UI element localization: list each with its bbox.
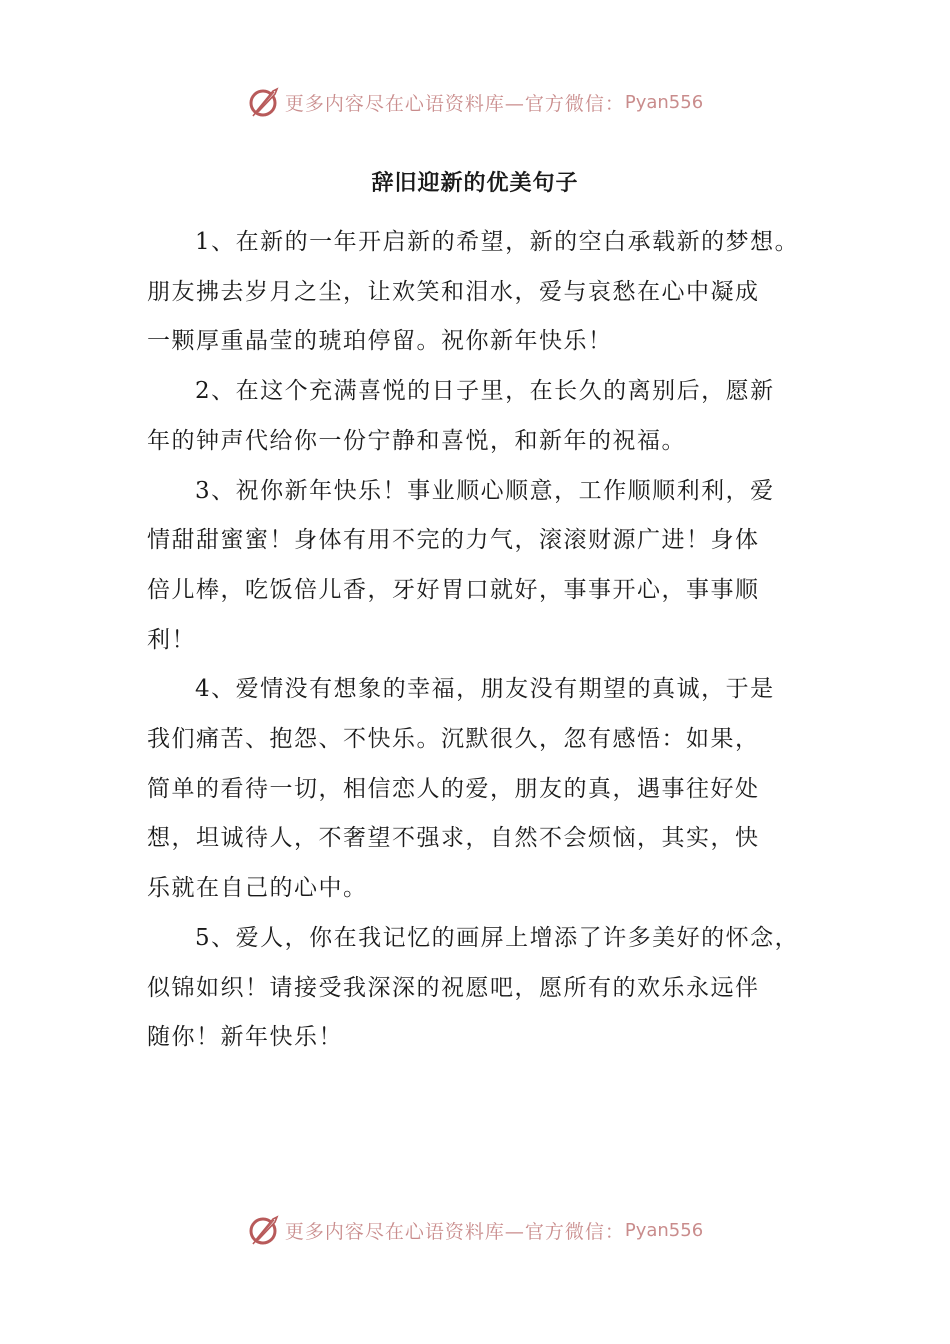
paragraph-line: 年的钟声代给你一份宁静和喜悦，和新年的祝福。: [147, 427, 686, 454]
footer-banner: [0, 1210, 950, 1250]
paragraph-line: 简单的看待一切，相信恋人的爱，朋友的真，遇事往好处: [147, 775, 760, 802]
paragraph-line: 5、爱人，你在我记忆的画屏上增添了许多美好的怀念，: [195, 924, 800, 951]
paragraph-line: 1、在新的一年开启新的希望，新的空白承载新的梦想。: [195, 229, 800, 255]
banner-wechat-id: Pyan556: [624, 91, 704, 113]
paragraph-3: [147, 467, 811, 666]
document-body: [147, 218, 811, 1063]
banner-wechat-id: Pyan556: [624, 1219, 704, 1241]
paragraph-line: 想，坦诚待人，不奢望不强求，自然不会烦恼，其实，快: [147, 825, 760, 852]
paragraph-line: 4、爱情没有想象的幸福，朋友没有期望的真诚，于是: [195, 676, 775, 703]
paragraph-1: [147, 218, 811, 367]
paragraph-line: 情甜甜蜜蜜！身体有用不完的力气，滚滚财源广进！身体: [147, 527, 760, 554]
quill-pen-logo-icon: [247, 1213, 281, 1247]
paragraph-line: 一颗厚重晶莹的琥珀停留。祝你新年快乐！: [147, 328, 613, 355]
paragraph-line: 朋友拂去岁月之尘，让欢笑和泪水，爱与哀愁在心中凝成: [147, 278, 760, 305]
document-title: 辞旧迎新的优美句子: [371, 170, 579, 196]
paragraph-line: 3、祝你新年快乐！事业顺心顺意，工作顺顺利利，爱: [195, 477, 775, 504]
paragraph-2: [147, 367, 811, 466]
banner-text: 更多内容尽在心语资料库—官方微信：: [284, 1220, 625, 1243]
paragraph-line: 倍儿棒，吃饭倍儿香，牙好胃口就好，事事开心，事事顺: [147, 576, 760, 603]
paragraph-line: 随你！新年快乐！: [147, 1024, 343, 1051]
header-banner: [0, 82, 950, 122]
paragraph-line: 似锦如织！请接受我深深的祝愿吧，愿所有的欢乐永远伴: [147, 974, 760, 1001]
banner-text: 更多内容尽在心语资料库—官方微信：: [284, 92, 625, 115]
paragraph-line: 利！: [147, 626, 196, 653]
paragraph-5: [147, 914, 811, 1063]
paragraph-4: [147, 665, 811, 914]
paragraph-line: 2、在这个充满喜悦的日子里，在长久的离别后，愿新: [195, 378, 775, 405]
quill-pen-logo-icon: [247, 85, 281, 119]
paragraph-line: 我们痛苦、抱怨、不快乐。沉默很久，忽有感悟：如果，: [147, 726, 760, 753]
paragraph-line: 乐就在自己的心中。: [147, 875, 368, 902]
